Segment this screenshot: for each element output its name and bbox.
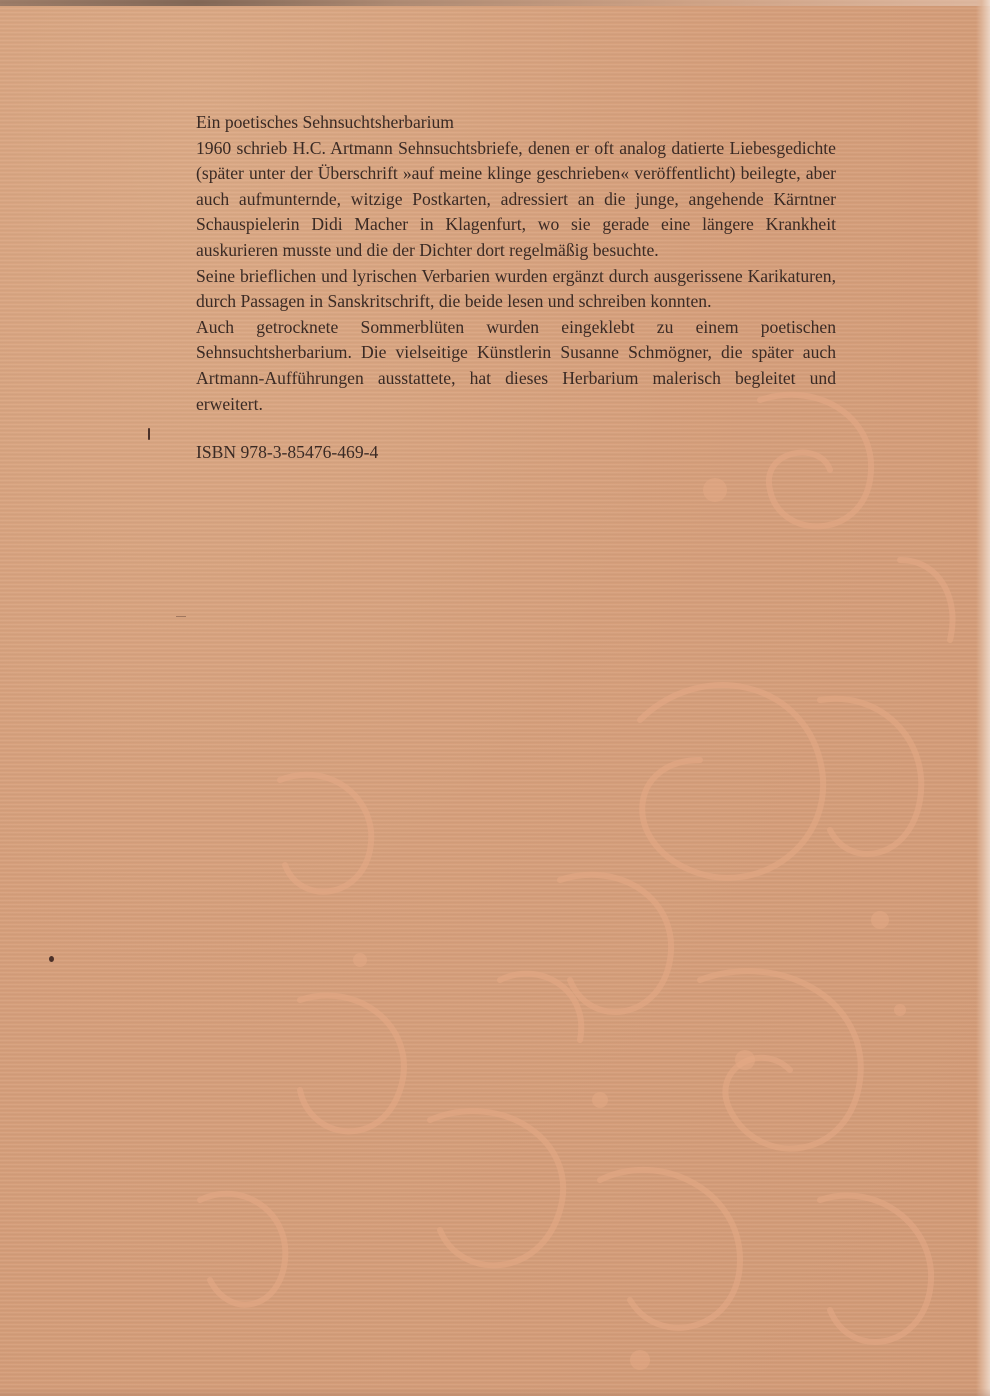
bottom-edge-shadow [0, 1388, 990, 1396]
blurb-paragraph-3: Auch getrocknete Sommerblüten wurden eingeklebt zu einem poetischen Sehnsuchtsherbarium. Die vielseitige Künstlerin Susanne Schmögner, die später auch Artmann-Aufführungen ausstattete, hat dieses Herbarium malerisch begleitet und erweitert. [196, 316, 836, 414]
paper-speck [148, 428, 150, 440]
blurb-paragraph-1: 1960 schrieb H.C. Artmann Sehnsuchtsbriefe, denen er oft analog datierte Liebesgedichte (später unter der Überschrift »auf meine klinge geschrieben« veröffentlicht) beilegte, aber auch aufmunternde, witzige Postkarten, adressiert an die junge, angehende Kärntner Schauspielerin Didi Macher in Klagenfurt, wo sie gerade eine längere Krankheit auskurieren musste und die der Dichter dort regelmäßig besuchte. [196, 137, 836, 260]
blurb-heading: Ein poetisches Sehnsuchtsherbarium [196, 112, 454, 132]
isbn-number: ISBN 978-3-85476-469-4 [196, 442, 379, 462]
blurb-text [196, 110, 836, 417]
right-edge-highlight [976, 0, 990, 1396]
top-edge-shadow [0, 0, 990, 6]
blurb-paragraph-2: Seine brieflichen und lyrischen Verbarien wurden ergänzt durch ausgerissene Karikaturen, durch Passagen in Sanskritschrift, die beide lesen und schreiben konnten. [196, 265, 836, 312]
paper-speck [49, 956, 54, 962]
paper-speck [176, 616, 186, 617]
